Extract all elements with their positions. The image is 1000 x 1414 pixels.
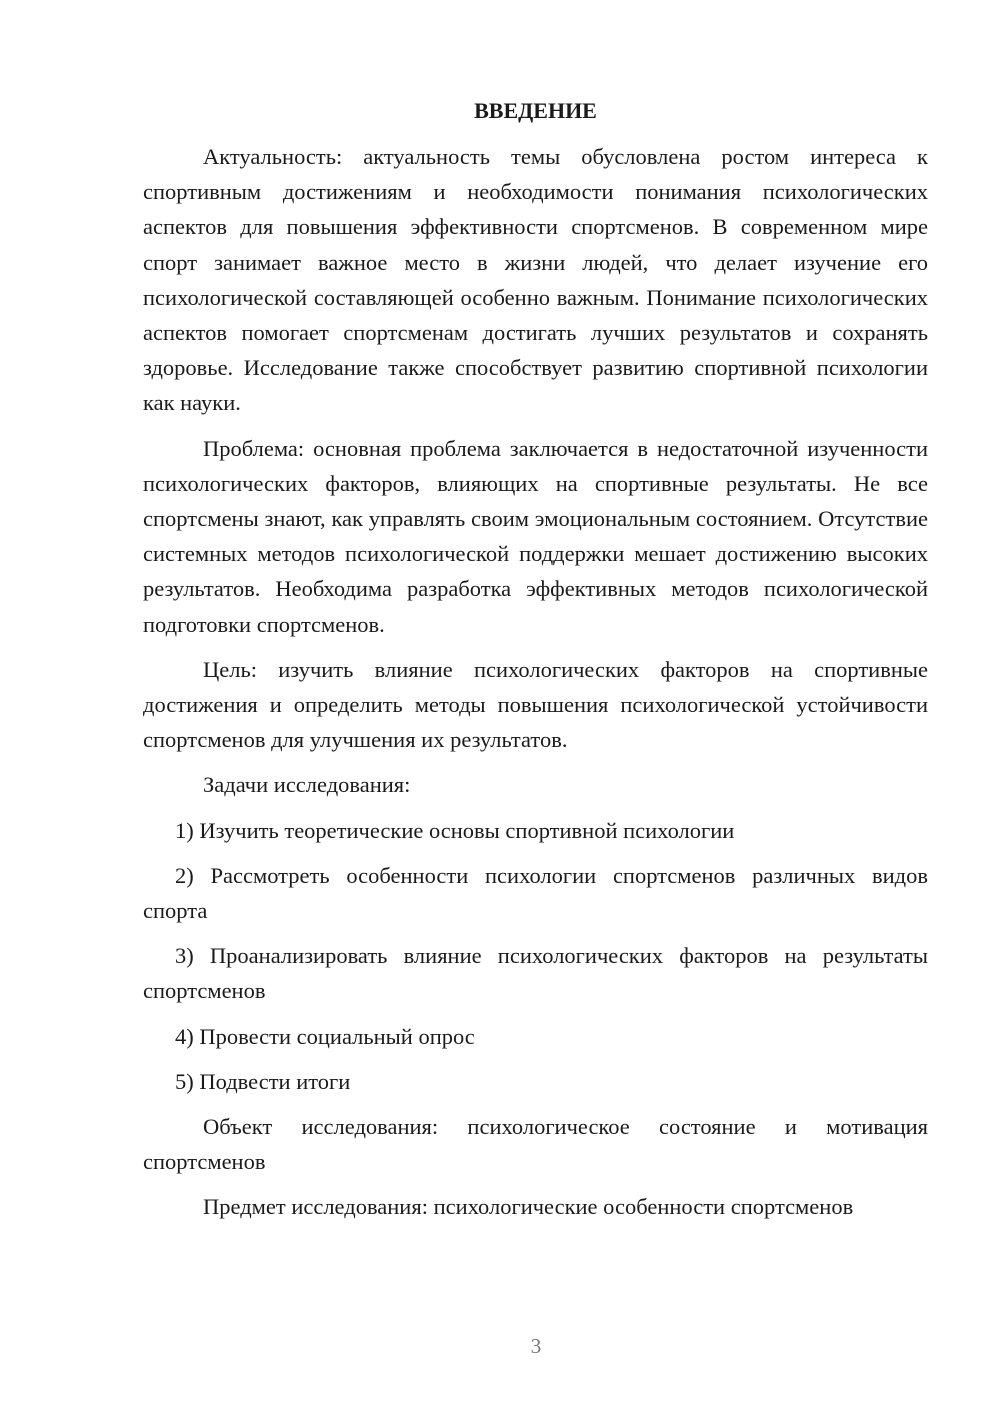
document-page	[143, 95, 928, 1235]
page-title: ВВЕДЕНИЕ	[474, 98, 597, 123]
tasks-heading: Задачи исследования:	[203, 772, 411, 798]
relevance-paragraph: Актуальность: актуальность темы обусловлена ростом интереса к спортивным достижениям и необходимости понимания психологических аспектов для повышения эффективности спортсменов. В современном мире спорт занимает важное место в жизни людей, что делает изучение его психологической составляющей особенно важным. Понимание психологических аспектов помогает спортсменам достигать лучших результатов и сохранять здоровье. Исследование также способствует развитию спортивной психологии как науки.	[143, 144, 928, 416]
subject-paragraph: Предмет исследования: психологические особенности спортсменов	[203, 1194, 854, 1220]
object-paragraph: Объект исследования: психологическое состояние и мотивация спортсменов	[143, 1114, 928, 1175]
task-item-5: 5) Подвести итоги	[175, 1068, 351, 1094]
task-item-3: 3) Проанализировать влияние психологических факторов на результаты спортсменов	[143, 943, 928, 1004]
goal-paragraph: Цель: изучить влияние психологических факторов на спортивные достижения и определить методы повышения психологической устойчивости спортсменов для улучшения их результатов.	[143, 656, 928, 753]
task-item-4: 4) Провести социальный опрос	[175, 1023, 475, 1049]
problem-paragraph: Проблема: основная проблема заключается в недостаточной изученности психологических факторов, влияющих на спортивные результаты. Не все спортсмены знают, как управлять своим эмоциональным состоянием. Отсутствие системных методов психологической поддержки мешает достижению высоких результатов. Необходима разработка эффективных методов психологической подготовки спортсменов.	[143, 435, 928, 637]
task-item-2: 2) Рассмотреть особенности психологии спортсменов различных видов спорта	[143, 862, 928, 924]
page-number: 3	[530, 1334, 542, 1358]
task-item-1: 1) Изучить теоретические основы спортивной психологии	[175, 817, 735, 843]
